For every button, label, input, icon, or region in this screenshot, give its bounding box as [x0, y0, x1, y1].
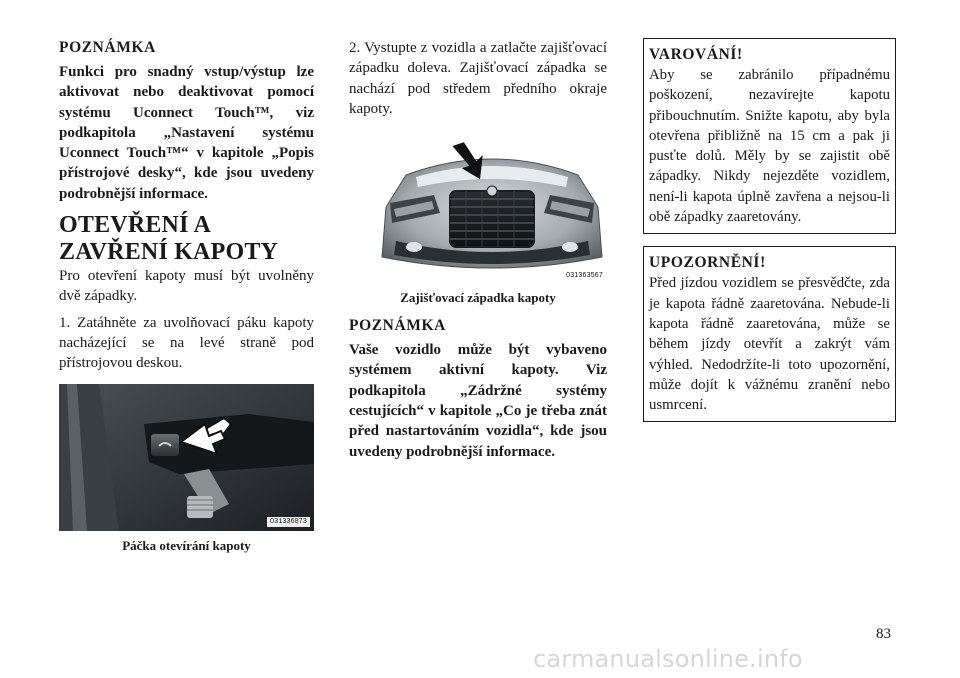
hood-release-lever-illustration [59, 384, 314, 531]
step-1: 1. Zatáhněte za uvolňovací páku kapoty nacházející se na levé straně pod přístrojovou deskou. [59, 314, 314, 372]
note-label: POZNÁMKA [59, 39, 156, 56]
page-number: 83 [876, 626, 891, 642]
note-text: Vaše vozidlo může být vybaveno systémem aktivní kapoty. Viz podkapitola „Zádržné systémy cestujících“ v kapitole „Co je třeba znát před nastartováním vozidla“, kde jsou uvedeny podrobnější informace. [349, 342, 607, 460]
section-title: OTEVŘENÍ A ZAVŘENÍ KAPOTY [59, 212, 279, 266]
hood-latch-figure [376, 137, 608, 283]
hood-release-lever-figure [59, 384, 314, 531]
caution-label: UPOZORNĚNÍ! [649, 254, 766, 272]
note-label: POZNÁMKA [349, 317, 446, 335]
caution-box [643, 246, 896, 422]
figure-caption: Zajišťovací západka kapoty [400, 290, 556, 306]
warning-text: Aby se zabránilo případnému poškození, nezavírejte kapotu přibouchnutím. Snižte kapotu, aby byla otevřena přibližně na 15 cm a pak ji pusťte dolů. Měly by se zajistit obě západky. Nikdy nejezděte vozidlem, není-li kapota úplně zavřena a nejsou-li obě západky zaaretovány. [649, 67, 890, 226]
warning-box [643, 38, 896, 234]
intro-paragraph: Pro otevření kapoty musí být uvolněny dvě západky. [59, 268, 314, 305]
watermark: carmanualsonline.info [533, 645, 803, 673]
step-2: 2. Vystupte z vozidla a zatlačte zajišťovací západku doleva. Zajišťovací západka se nachází pod středem předního okraje kapoty. [349, 40, 607, 117]
hood-latch-illustration [376, 137, 608, 283]
note-text: Funkci pro snadný vstup/výstup lze aktivovat nebo deaktivovat pomocí systému Uconnect Touch™, viz podkapitola „Nastavení systému Uconnect Touch™“ v kapitole „Popis přístrojové desky“, kde jsou uvedeny podrobnější informace. [59, 64, 314, 202]
middle-column [349, 38, 607, 462]
figure-code: 031336873 [267, 517, 310, 527]
left-column [59, 38, 314, 554]
caution-text: Před jízdou vozidlem se přesvědčte, zda je kapota řádně zaaretována. Nebude-li kapota řádně zaaretována, může se během jízdy otevřít a zakrýt vám výhled. Nedodržíte-li toto upozornění, může dojít k vážnému zranění nebo usmrcení. [649, 275, 890, 414]
warning-label: VAROVÁNÍ! [649, 46, 743, 63]
right-column [643, 38, 896, 422]
figure-code: 031363567 [563, 271, 606, 281]
figure-caption: Páčka otevírání kapoty [122, 537, 251, 553]
